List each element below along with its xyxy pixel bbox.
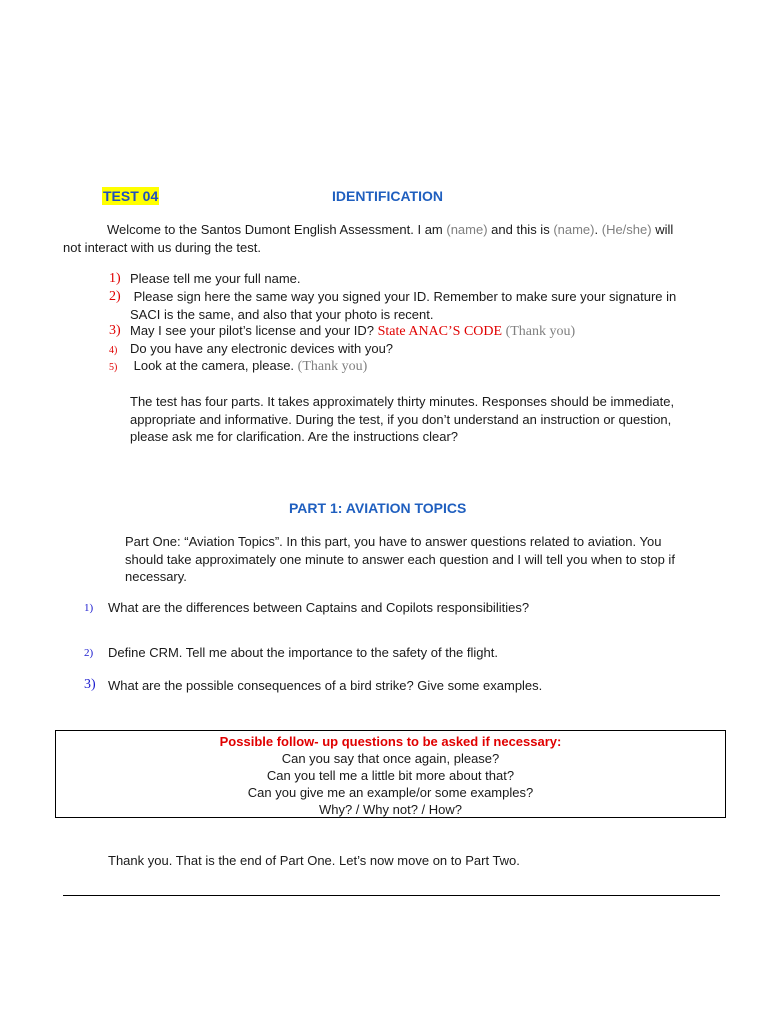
instructions-line-1: The test has four parts. It takes approximately thirty minutes. Responses should be immediate, (130, 394, 675, 409)
id-item-1 (109, 270, 301, 288)
section-title-part-1: PART 1: AVIATION TOPICS (289, 500, 467, 516)
part1-intro (125, 533, 675, 586)
item-text: Please tell me your full name. (130, 271, 301, 286)
question-3 (84, 677, 542, 695)
question-1 (84, 599, 529, 617)
intro-line-1 (63, 221, 743, 239)
item-text: Do you have any electronic devices with you? (130, 341, 394, 356)
intro-paragraph (63, 221, 743, 256)
intro-text-c: . (594, 222, 602, 237)
question-2 (84, 644, 498, 662)
followup-line-1: Can you say that once again, please? (281, 751, 500, 766)
followup-line-4: Why? / Why not? / How? (318, 802, 463, 817)
intro-text-b: and this is (487, 222, 554, 237)
question-number: 1) (84, 602, 94, 614)
intro-text-a: Welcome to the Santos Dumont English Assessment. I am (107, 222, 447, 237)
followup-line-2: Can you tell me a little bit more about that? (266, 768, 515, 783)
part1-intro-line-1: Part One: “Aviation Topics”. In this part, you have to answer questions related to aviation. You (125, 534, 662, 549)
horizontal-divider (63, 895, 720, 896)
item-number: 1) (109, 271, 121, 286)
question-text: What are the possible consequences of a bird strike? Give some examples. (108, 678, 543, 693)
heshe-placeholder: (He/she) (601, 222, 652, 237)
id-item-5 (109, 357, 367, 376)
item-text-continued: SACI is the same, and also that your photo is recent. (130, 306, 434, 322)
id-item-2 (109, 288, 729, 323)
intro-text-d: will (651, 222, 674, 237)
name-placeholder-2: (name) (553, 222, 595, 237)
part1-intro-line-3: necessary. (125, 569, 187, 584)
thank-you-note: (Thank you) (297, 359, 368, 374)
item-number: 2) (109, 289, 121, 304)
question-text: What are the differences between Captains and Copilots responsibilities? (108, 600, 530, 615)
section-title-identification: IDENTIFICATION (332, 188, 443, 204)
question-number: 2) (84, 647, 94, 659)
item-text: May I see your pilot’s license and your ID? (130, 323, 378, 338)
test-instructions (130, 393, 674, 446)
followup-questions-box (55, 730, 726, 818)
id-item-3 (109, 322, 575, 341)
item-number: 5) (109, 362, 118, 373)
followup-title: Possible follow- up questions to be asked if necessary: (219, 734, 562, 749)
intro-line-2: not interact with us during the test. (63, 239, 261, 255)
id-item-4 (109, 340, 393, 358)
item-number: 3) (109, 323, 121, 338)
instructions-line-3: please ask me for clarification. Are the instructions clear? (130, 429, 459, 444)
item-number: 4) (109, 345, 118, 356)
followup-line-3: Can you give me an example/or some examples? (247, 785, 534, 800)
name-placeholder-1: (name) (446, 222, 488, 237)
instructions-line-2: appropriate and informative. During the test, if you don’t understand an instruction or question, (130, 411, 672, 427)
test-number-label: TEST 04 (103, 188, 159, 204)
item-text: Look at the camera, please. (130, 358, 298, 373)
question-number: 3) (84, 677, 96, 692)
question-text: Define CRM. Tell me about the importance to the safety of the flight. (108, 645, 498, 660)
closing-statement: Thank you. That is the end of Part One. Let’s now move on to Part Two. (108, 853, 520, 868)
item-text: Please sign here the same way you signed your ID. Remember to make sure your signature in (130, 289, 677, 304)
thank-you-note: (Thank you) (502, 324, 576, 339)
part1-intro-line-2: should take approximately one minute to answer each question and I will tell you when to stop if (125, 551, 675, 567)
anac-code-prompt: State ANAC’S CODE (377, 324, 503, 339)
